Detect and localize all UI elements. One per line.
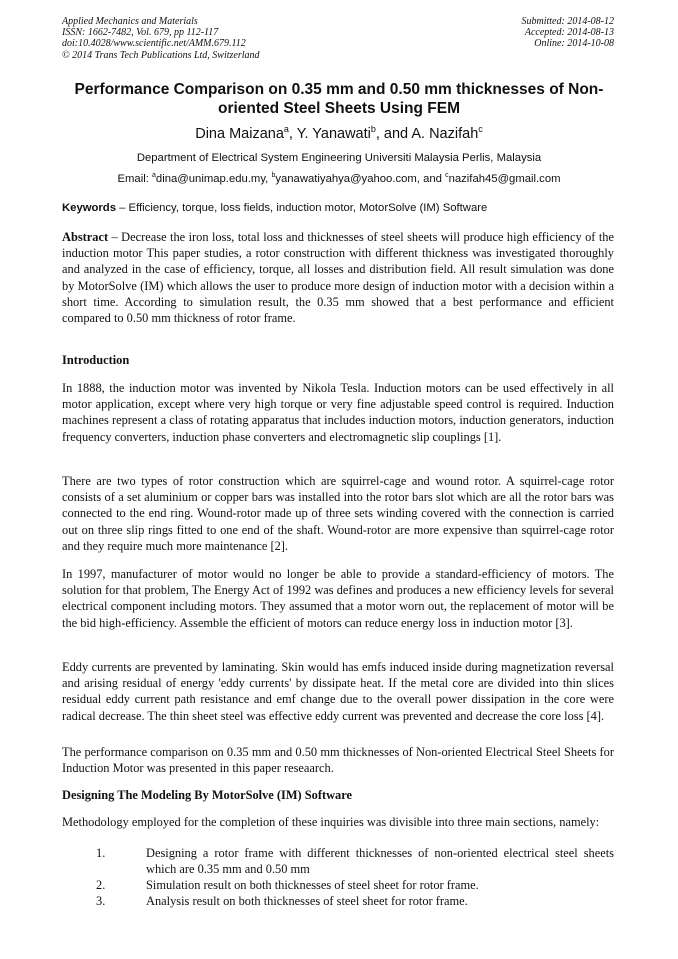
keywords xyxy=(62,201,616,215)
journal-metadata xyxy=(62,16,362,61)
submission-dates xyxy=(354,16,614,50)
author-marker: c xyxy=(478,124,483,135)
abstract-text: – Decrease the iron loss, total loss and thicknesses of steel sheets will produce high efficiency of the induction motor This paper studies, a rotor construction with different thickness was investigated thoroughly and analyzed in the case of efficiency, torque, all losses and distribution field. All result simulation was done by MotorSolve (IM) which allows the user to produce more design of induction motor with a decision within a short time. According to simulation result, the 0.35 mm showed that a best performance and efficient compared to 0.50 mm thickness of rotor frame. xyxy=(62,230,614,326)
list-number: 2. xyxy=(96,878,106,892)
body-paragraph: In 1888, the induction motor was invented by Nikola Tesla. Induction motors can be used effectively in all motor application, except where very high torque or very fine adjustable speed control is required. Induction machines represent a class of rotating apparatus that includes induction motors, induction generators, induction frequency converters, induction phase converters and electromagnetic slip couplings [1]. xyxy=(62,381,614,444)
author-marker: a xyxy=(283,124,289,135)
list-text: Simulation result on both thicknesses of steel sheet for rotor frame. xyxy=(146,878,479,892)
email-marker: a xyxy=(152,172,156,180)
list-text: Designing a rotor frame with different thicknesses of non-oriented electrical steel sheets which are 0.35 mm and 0.50 mm xyxy=(146,846,614,876)
author-name: Dina Maizana xyxy=(195,126,284,142)
list-number: 1. xyxy=(96,846,106,860)
section-heading-introduction: Introduction xyxy=(62,353,130,367)
email-address[interactable]: nazifah45@gmail.com xyxy=(448,173,561,185)
methodology-list xyxy=(62,845,614,909)
section-heading-methodology: Designing The Modeling By MotorSolve (IM) Software xyxy=(62,788,353,802)
body-paragraph: There are two types of rotor construction which are squirrel-cage and wound rotor. A squirrel-cage rotor consists of a set aluminium or copper bars was installed into the rotor bars slot which are all the rotor bars was connected to the end ring. Wound-rotor made up of three sets winding covered with the connection is carried out on three slip rings fitted to one end of the shaft. Wound-rotor are more expensive than squirrel-cage rotor and they require much more maintenance [2]. xyxy=(62,474,614,553)
author-separator: , and xyxy=(375,126,412,142)
list-number: 3. xyxy=(96,894,106,908)
body-paragraph: In 1997, manufacturer of motor would no longer be able to provide a standard-efficiency of motors. The solution for that problem, The Energy Act of 1992 was defines and produces a new efficiency levels for several electrical component including motors. They assumed that a motor worn out, the replacement of motor will be the bid high-efficiency. Assemble the efficient of motors can reduce energy loss in induction motor [3]. xyxy=(62,567,614,630)
email-marker: b xyxy=(271,172,276,180)
paper-title: Performance Comparison on 0.35 mm and 0.50 mm thicknesses of Non-oriented Steel Sheets Using FEM xyxy=(74,81,604,117)
keywords-label: Keywords xyxy=(62,202,116,214)
author-name: A. Nazifah xyxy=(411,126,479,142)
abstract-label: Abstract xyxy=(62,230,109,244)
journal-copyright: © 2014 Trans Tech Publications Ltd, Switzerland xyxy=(62,49,260,61)
journal-issn: ISSN: 1662-7482, Vol. 679, pp 112-117 xyxy=(62,27,219,39)
keywords-text: – Efficiency, torque, loss fields, induction motor, MotorSolve (IM) Software xyxy=(116,202,488,214)
journal-doi: doi:10.4028/www.scientific.net/AMM.679.112 xyxy=(62,38,246,50)
email-address[interactable]: yanawatiyahya@yahoo.com, and xyxy=(275,173,446,185)
journal-name: Applied Mechanics and Materials xyxy=(62,16,198,27)
email-address[interactable]: dina@unimap.edu.my, xyxy=(155,173,272,185)
author-marker: b xyxy=(370,124,376,135)
online-date: Online: 2014-10-08 xyxy=(534,38,614,50)
list-item xyxy=(62,893,614,909)
body-paragraph: The performance comparison on 0.35 mm and 0.50 mm thicknesses of Non-oriented Electrical Steel Sheets for Induction Motor was presented in this paper reseaarch. xyxy=(62,745,614,776)
author-list xyxy=(62,125,616,143)
list-item xyxy=(62,845,614,877)
email-line xyxy=(62,172,616,186)
email-prefix: Email: xyxy=(117,173,153,185)
author-name: Y. Yanawati xyxy=(296,126,371,142)
author-separator: , xyxy=(288,126,297,142)
body-paragraph: Eddy currents are prevented by laminating. Skin would has emfs induced inside during magnetization reversal and arising residual of energy 'eddy currents' by dissipate heat. If the metal core are divided into thin slices residual eddy current path resistance and emf change due to the overall power dissipation in the core were radical decrease. The thin sheet steel was effective eddy current was prevented and decrease the core loss [4]. xyxy=(62,660,614,723)
abstract xyxy=(62,229,614,326)
list-item xyxy=(62,877,614,893)
submitted-date: Submitted: 2014-08-12 xyxy=(521,16,614,27)
list-text: Analysis result on both thicknesses of steel sheet for rotor frame. xyxy=(146,894,468,908)
methodology-intro: Methodology employed for the completion of these inquiries was divisible into three main sections, namely: xyxy=(62,815,600,829)
affiliation: Department of Electrical System Engineering Universiti Malaysia Perlis, Malaysia xyxy=(136,152,542,164)
accepted-date: Accepted: 2014-08-13 xyxy=(524,27,614,39)
email-marker: c xyxy=(445,172,449,180)
